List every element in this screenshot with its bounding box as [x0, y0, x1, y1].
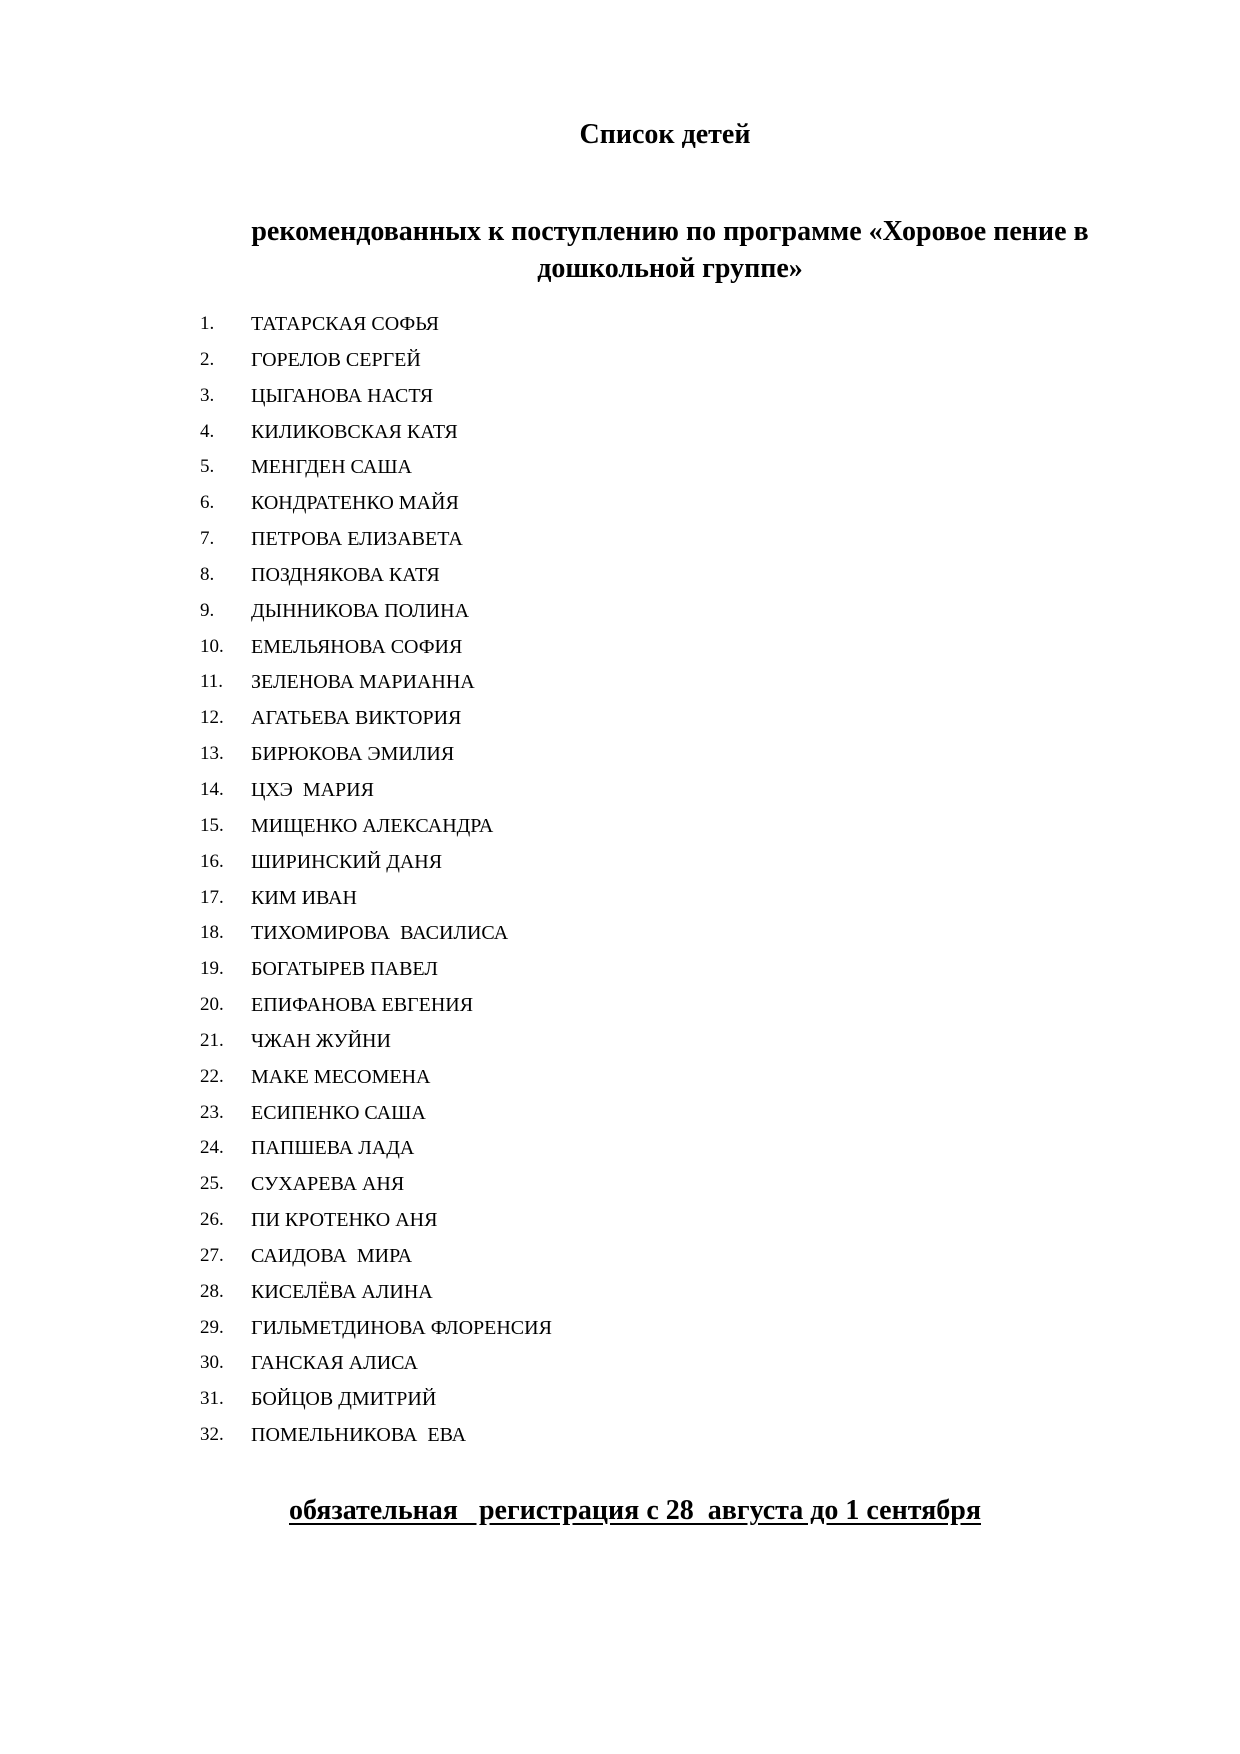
- list-item-name: МЕНГДЕН САША: [251, 456, 412, 479]
- list-item-name: МИЩЕНКО АЛЕКСАНДРА: [251, 814, 494, 837]
- list-item-number: 11.: [200, 671, 224, 693]
- list-item-name: ЕМЕЛЬЯНОВА СОФИЯ: [251, 635, 463, 658]
- list-item-number: 23.: [200, 1101, 224, 1123]
- list-item-number: 2.: [200, 348, 215, 370]
- page-title: Список детей: [579, 119, 751, 150]
- list-item-number: 26.: [200, 1209, 224, 1231]
- list-item-name: ЗЕЛЕНОВА МАРИАННА: [251, 671, 475, 694]
- list-item-name: АГАТЬЕВА ВИКТОРИЯ: [251, 707, 462, 730]
- list-item-name: СУХАРЕВА АНЯ: [251, 1173, 405, 1196]
- list-item-number: 6.: [200, 492, 215, 514]
- list-item-number: 22.: [200, 1065, 224, 1087]
- list-item-name: ДЫННИКОВА ПОЛИНА: [251, 599, 470, 622]
- list-item-name: ПОМЕЛЬНИКОВА ЕВА: [251, 1424, 467, 1447]
- list-item-name: ПАПШЕВА ЛАДА: [251, 1137, 415, 1160]
- list-item-name: ГАНСКАЯ АЛИСА: [251, 1352, 418, 1375]
- list-item-number: 12.: [200, 707, 224, 729]
- list-item-number: 10.: [200, 635, 224, 657]
- list-item-number: 21.: [200, 1029, 224, 1051]
- list-item-number: 8.: [200, 563, 215, 585]
- list-item-number: 15.: [200, 814, 224, 836]
- list-item-number: 18.: [200, 922, 224, 944]
- list-item-number: 5.: [200, 456, 215, 478]
- list-item-number: 13.: [200, 743, 224, 765]
- list-item-name: ЦХЭ МАРИЯ: [251, 778, 374, 801]
- list-item-name: ЧЖАН ЖУЙНИ: [251, 1029, 391, 1052]
- list-item-name: ЕПИФАНОВА ЕВГЕНИЯ: [251, 994, 474, 1017]
- list-item-name: ГОРЕЛОВ СЕРГЕЙ: [251, 348, 421, 371]
- list-item-number: 4.: [200, 420, 215, 442]
- list-item-name: КОНДРАТЕНКО МАЙЯ: [251, 492, 459, 515]
- list-item-number: 7.: [200, 528, 215, 550]
- list-item-number: 29.: [200, 1316, 224, 1338]
- list-item-number: 20.: [200, 994, 224, 1016]
- list-item-name: МАКЕ МЕСОМЕНА: [251, 1065, 431, 1088]
- list-item-number: 1.: [200, 313, 215, 334]
- list-item-name: КИСЕЛЁВА АЛИНА: [251, 1280, 433, 1303]
- list-item-number: 32.: [200, 1424, 224, 1446]
- list-item-name: ЦЫГАНОВА НАСТЯ: [251, 384, 434, 407]
- list-item-name: ПЕТРОВА ЕЛИЗАВЕТА: [251, 528, 463, 551]
- list-item-name: ШИРИНСКИЙ ДАНЯ: [251, 850, 443, 873]
- list-item-name: БОГАТЫРЕВ ПАВЕЛ: [251, 958, 438, 981]
- list-item-name: ТАТАРСКАЯ СОФЬЯ: [251, 313, 439, 335]
- list-item-number: 27.: [200, 1244, 224, 1266]
- list-item-name: ЕСИПЕНКО САША: [251, 1101, 426, 1124]
- list-item-number: 28.: [200, 1280, 224, 1302]
- list-item-number: 14.: [200, 778, 224, 800]
- list-item-number: 3.: [200, 384, 215, 406]
- list-item-number: 9.: [200, 599, 215, 621]
- list-item-name: КИЛИКОВСКАЯ КАТЯ: [251, 420, 458, 443]
- list-item-number: 24.: [200, 1137, 224, 1159]
- list-item-name: ПОЗДНЯКОВА КАТЯ: [251, 563, 440, 586]
- page-subtitle: рекомендованных к поступлению по программе «Хоровое пение в дошкольной группе»: [251, 216, 1089, 284]
- list-item-name: КИМ ИВАН: [251, 886, 357, 909]
- list-item-number: 19.: [200, 958, 224, 980]
- list-item-name: БИРЮКОВА ЭМИЛИЯ: [251, 743, 455, 766]
- list-item-number: 25.: [200, 1173, 224, 1195]
- list-item-number: 16.: [200, 850, 224, 872]
- list-item-name: ПИ КРОТЕНКО АНЯ: [251, 1209, 438, 1232]
- list-item-number: 17.: [200, 886, 224, 908]
- list-item-name: ТИХОМИРОВА ВАСИЛИСА: [251, 922, 509, 945]
- list-item-name: ГИЛЬМЕТДИНОВА ФЛОРЕНСИЯ: [251, 1316, 552, 1339]
- list-item-name: САИДОВА МИРА: [251, 1244, 413, 1267]
- list-item-name: БОЙЦОВ ДМИТРИЙ: [251, 1388, 437, 1411]
- list-item-number: 31.: [200, 1388, 224, 1410]
- registration-note: обязательная регистрация с 28 августа до 1 сентября: [289, 1495, 981, 1526]
- list-item-number: 30.: [200, 1352, 224, 1374]
